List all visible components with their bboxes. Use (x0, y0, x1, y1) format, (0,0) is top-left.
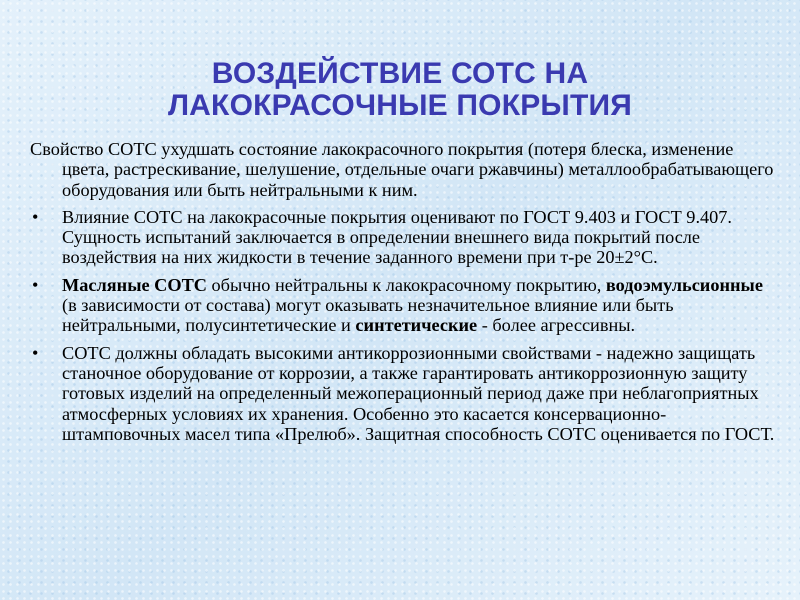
slide-body (30, 139, 778, 451)
sots-types-text-2: (в зависимости от состава) могут оказывать незначительное влияние или быть нейтральными, полусинтетические и (62, 295, 674, 336)
sots-types-text-3: - более агрессивны. (477, 315, 636, 336)
bullet-item-gost-text: Влияние СОТС на лакокрасочные покрытия оценивают по ГОСТ 9.403 и ГОСТ 9.407. Сущность испытаний заключается в определении внешнего вида покрытий после воздействия на них жидкости в течение заданного времени при т-ре 20±2°С. (62, 206, 733, 268)
synthetic-term: синтетические (355, 315, 478, 336)
bullet-item-anticorrosion (30, 343, 778, 444)
slide-title-line-1: ВОЗДЕЙСТВИЕ СОТС НА (211, 57, 589, 90)
bullet-marker: • (32, 342, 39, 363)
slide-title (40, 58, 760, 122)
bullet-marker: • (32, 274, 39, 295)
bullet-item-sots-types (30, 275, 778, 336)
water-emulsion-term: водоэмульсионные (605, 274, 763, 295)
oil-sots-term: Масляные СОТС (62, 274, 207, 295)
bullet-item-anticorrosion-text: СОТС должны обладать высокими антикоррозионными свойствами - надежно защищать станочное оборудование от коррозии, а также гарантировать антикоррозионную защиту готовых изделий на определенный межоперационный период даже при неблагоприятных атмосферных условиях их хранения. Особенно это касается консервационно-штамповочных масел типа «Прелюб». Защитная способность СОТС оценивается по ГОСТ. (62, 342, 775, 444)
bullet-item-gost (30, 207, 778, 268)
bullet-marker: • (32, 206, 39, 227)
sots-types-text-1: обычно нейтральны к лакокрасочному покрытию, (206, 274, 606, 295)
intro-paragraph: Свойство СОТС ухудшать состояние лакокрасочного покрытия (потеря блеска, изменение цвета, растрескивание, шелушение, отдельные очаги ржавчины) металлообрабатывающего оборудования или быть нейтральными к ним. (30, 139, 774, 200)
slide-title-line-2: ЛАКОКРАСОЧНЫЕ ПОКРЫТИЯ (167, 89, 633, 122)
